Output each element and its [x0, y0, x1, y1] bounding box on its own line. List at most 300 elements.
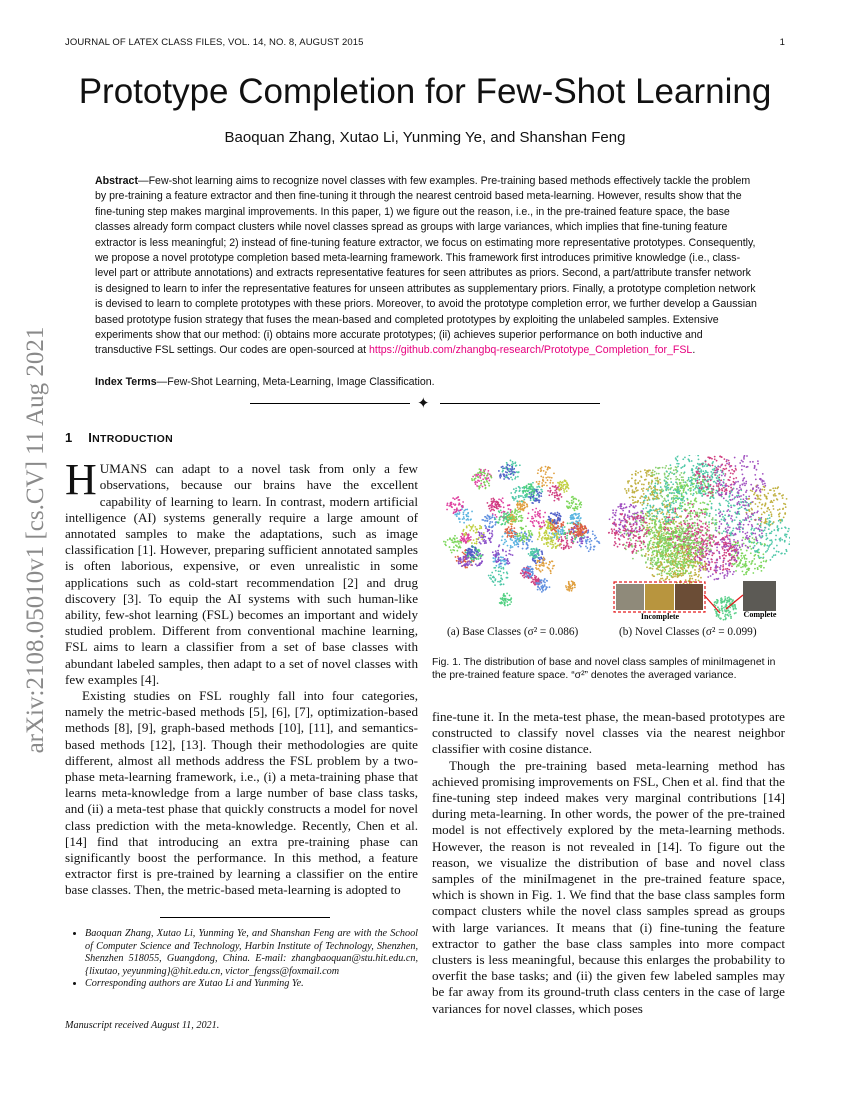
scatter-point — [769, 539, 771, 541]
scatter-point — [737, 564, 739, 566]
scatter-point — [725, 500, 727, 502]
scatter-point — [579, 527, 581, 529]
scatter-point — [526, 568, 528, 570]
scatter-point — [523, 504, 525, 506]
scatter-point — [539, 525, 541, 527]
scatter-point — [740, 549, 742, 551]
abstract — [95, 174, 757, 359]
scatter-point — [639, 520, 641, 522]
scatter-point — [749, 541, 751, 543]
scatter-point — [503, 583, 505, 585]
scatter-point — [484, 484, 486, 486]
scatter-point — [562, 482, 564, 484]
scatter-point — [520, 572, 522, 574]
scatter-point — [566, 535, 568, 537]
scatter-point — [671, 472, 673, 474]
scatter-point — [696, 538, 698, 540]
scatter-point — [711, 476, 713, 478]
scatter-point — [760, 518, 762, 520]
scatter-point — [698, 467, 700, 469]
scatter-point — [495, 501, 497, 503]
scatter-point — [571, 536, 573, 538]
scatter-point — [785, 536, 787, 538]
scatter-point — [700, 554, 702, 556]
scatter-point — [513, 518, 515, 520]
scatter-point — [567, 522, 569, 524]
scatter-point — [757, 542, 759, 544]
scatter-point — [719, 567, 721, 569]
scatter-point — [530, 552, 532, 554]
scatter-point — [760, 495, 762, 497]
scatter-point — [747, 524, 749, 526]
scatter-point — [745, 554, 747, 556]
scatter-point — [624, 533, 626, 535]
scatter-point — [725, 552, 727, 554]
scatter-point — [696, 478, 698, 480]
scatter-point — [500, 510, 502, 512]
scatter-point — [572, 542, 574, 544]
scatter-point — [485, 542, 487, 544]
scatter-point — [514, 471, 516, 473]
scatter-point — [550, 480, 552, 482]
scatter-point — [466, 567, 468, 569]
diamond-star-icon: ✦ — [417, 396, 430, 412]
scatter-point — [694, 525, 696, 527]
scatter-point — [716, 485, 718, 487]
scatter-point — [661, 518, 663, 520]
scatter-point — [720, 539, 722, 541]
scatter-point — [747, 547, 749, 549]
scatter-point — [732, 530, 734, 532]
scatter-point — [499, 602, 501, 604]
scatter-point — [500, 577, 502, 579]
scatter-point — [482, 478, 484, 480]
scatter-point — [776, 545, 778, 547]
scatter-point — [696, 471, 698, 473]
scatter-point — [625, 507, 627, 509]
scatter-point — [768, 514, 770, 516]
scatter-point — [776, 526, 778, 528]
scatter-point — [652, 507, 654, 509]
scatter-point — [544, 535, 546, 537]
scatter-point — [475, 477, 477, 479]
scatter-point — [451, 506, 453, 508]
scatter-point — [466, 509, 468, 511]
scatter-point — [788, 543, 790, 545]
scatter-point — [751, 525, 753, 527]
scatter-point — [757, 506, 759, 508]
scatter-point — [667, 537, 669, 539]
scatter-point — [614, 514, 616, 516]
scatter-point — [529, 576, 531, 578]
scatter-point — [767, 548, 769, 550]
scatter-point — [583, 528, 585, 530]
scatter-point — [706, 534, 708, 536]
scatter-point — [738, 563, 740, 565]
scatter-point — [505, 532, 507, 534]
footnote-corresponding: • Corresponding authors are Xutao Li and Yunming Ye. — [85, 978, 418, 991]
scatter-point — [760, 557, 762, 559]
abstract-end: . — [692, 344, 696, 357]
scatter-point — [510, 509, 512, 511]
scatter-point — [475, 528, 477, 530]
scatter-point — [711, 537, 713, 539]
scatter-point — [730, 563, 732, 565]
scatter-point — [754, 492, 756, 494]
scatter-point — [495, 565, 497, 567]
scatter-point — [725, 527, 727, 529]
scatter-point — [633, 505, 635, 507]
scatter-point — [681, 538, 683, 540]
scatter-point — [547, 526, 549, 528]
scatter-point — [471, 564, 473, 566]
scatter-point — [562, 530, 564, 532]
scatter-point — [706, 545, 708, 547]
scatter-point — [710, 471, 712, 473]
scatter-point — [698, 492, 700, 494]
scatter-point — [508, 553, 510, 555]
scatter-point — [544, 558, 546, 560]
scatter-point — [577, 522, 579, 524]
scatter-point — [647, 557, 649, 559]
scatter-point — [473, 551, 475, 553]
scatter-point — [706, 525, 708, 527]
scatter-point — [689, 512, 691, 514]
scatter-point — [696, 466, 698, 468]
scatter-point — [766, 550, 768, 552]
scatter-point — [729, 527, 731, 529]
scatter-point — [753, 542, 755, 544]
scatter-point — [573, 523, 575, 525]
scatter-point — [578, 530, 580, 532]
scatter-point — [765, 560, 767, 562]
scatter-point — [745, 496, 747, 498]
scatter-point — [514, 544, 516, 546]
scatter-point — [533, 560, 535, 562]
scatter-point — [669, 567, 671, 569]
scatter-point — [655, 520, 657, 522]
scatter-point — [754, 554, 756, 556]
scatter-point — [693, 558, 695, 560]
scatter-point — [739, 547, 741, 549]
scatter-point — [531, 521, 533, 523]
scatter-point — [499, 477, 501, 479]
scatter-point — [659, 467, 661, 469]
scatter-point — [551, 547, 553, 549]
scatter-point — [524, 531, 526, 533]
scatter-point — [471, 511, 473, 513]
scatter-point — [542, 589, 544, 591]
scatter-point — [750, 552, 752, 554]
scatter-point — [476, 554, 478, 556]
scatter-point — [548, 516, 550, 518]
scatter-point — [635, 505, 637, 507]
scatter-point — [562, 522, 564, 524]
scatter-point — [503, 572, 505, 574]
scatter-point — [581, 529, 583, 531]
scatter-point — [685, 549, 687, 551]
scatter-point — [685, 530, 687, 532]
scatter-point — [768, 509, 770, 511]
scatter-point — [593, 549, 595, 551]
scatter-point — [528, 575, 530, 577]
scatter-point — [532, 525, 534, 527]
scatter-point — [564, 488, 566, 490]
scatter-point — [556, 534, 558, 536]
scatter-point — [667, 555, 669, 557]
scatter-point — [566, 543, 568, 545]
scatter-point — [568, 503, 570, 505]
scatter-point — [566, 486, 568, 488]
scatter-point — [687, 556, 689, 558]
scatter-point — [568, 583, 570, 585]
code-link[interactable]: https://github.com/zhangbq-research/Prototype_Completion_for_FSL — [369, 344, 693, 357]
scatter-point — [756, 494, 758, 496]
scatter-point — [697, 482, 699, 484]
scatter-point — [705, 493, 707, 495]
scatter-point — [762, 553, 764, 555]
scatter-point — [585, 528, 587, 530]
scatter-point — [673, 548, 675, 550]
scatter-point — [727, 573, 729, 575]
scatter-point — [717, 578, 719, 580]
scatter-point — [736, 545, 738, 547]
scatter-point — [577, 541, 579, 543]
scatter-point — [497, 502, 499, 504]
scatter-point — [628, 510, 630, 512]
scatter-point — [690, 531, 692, 533]
scatter-point — [516, 513, 518, 515]
scatter-point — [781, 552, 783, 554]
scatter-point — [739, 523, 741, 525]
scatter-point — [704, 465, 706, 467]
scatter-point — [510, 601, 512, 603]
scatter-point — [725, 488, 727, 490]
scatter-point — [570, 546, 572, 548]
scatter-point — [676, 514, 678, 516]
scatter-point — [510, 492, 512, 494]
scatter-point — [449, 546, 451, 548]
scatter-point — [453, 511, 455, 513]
scatter-point — [595, 537, 597, 539]
scatter-point — [558, 538, 560, 540]
scatter-point — [722, 548, 724, 550]
scatter-point — [536, 556, 538, 558]
scatter-point — [746, 550, 748, 552]
scatter-point — [559, 520, 561, 522]
scatter-point — [539, 528, 541, 530]
scatter-point — [661, 528, 663, 530]
scatter-point — [741, 557, 743, 559]
scatter-point — [549, 586, 551, 588]
scatter-point — [702, 546, 704, 548]
scatter-point — [746, 571, 748, 573]
scatter-point — [531, 518, 533, 520]
scatter-point — [709, 476, 711, 478]
scatter-point — [699, 473, 701, 475]
scatter-point — [522, 496, 524, 498]
scatter-point — [760, 523, 762, 525]
scatter-point — [543, 522, 545, 524]
scatter-point — [778, 528, 780, 530]
scatter-point — [454, 535, 456, 537]
scatter-point — [483, 475, 485, 477]
scatter-point — [700, 532, 702, 534]
scatter-point — [548, 542, 550, 544]
scatter-point — [475, 532, 477, 534]
tsne-plots — [440, 455, 790, 625]
scatter-point — [724, 546, 726, 548]
scatter-point — [727, 542, 729, 544]
scatter-point — [492, 534, 494, 536]
scatter-point — [550, 570, 552, 572]
scatter-point — [516, 542, 518, 544]
scatter-point — [554, 512, 556, 514]
scatter-point — [715, 567, 717, 569]
scatter-point — [500, 584, 502, 586]
scatter-point — [682, 476, 684, 478]
scatter-point — [666, 513, 668, 515]
scatter-point — [645, 529, 647, 531]
scatter-point — [735, 468, 737, 470]
scatter-point — [753, 539, 755, 541]
scatter-point — [696, 533, 698, 535]
scatter-point — [475, 563, 477, 565]
scatter-point — [697, 519, 699, 521]
scatter-point — [682, 479, 684, 481]
scatter-point — [687, 544, 689, 546]
scatter-point — [481, 474, 483, 476]
scatter-point — [466, 519, 468, 521]
scatter-point — [764, 505, 766, 507]
scatter-point — [467, 516, 469, 518]
scatter-point — [697, 527, 699, 529]
scatter-point — [551, 494, 553, 496]
scatter-point — [492, 516, 494, 518]
scatter-point — [529, 488, 531, 490]
scatter-point — [538, 568, 540, 570]
scatter-point — [532, 482, 534, 484]
scatter-point — [531, 581, 533, 583]
scatter-point — [686, 525, 688, 527]
scatter-point — [545, 477, 547, 479]
scatter-point — [497, 552, 499, 554]
scatter-point — [719, 556, 721, 558]
scatter-point — [775, 539, 777, 541]
scatter-point — [704, 555, 706, 557]
scatter-point — [721, 492, 723, 494]
scatter-point — [620, 520, 622, 522]
scatter-point — [576, 534, 578, 536]
scatter-point — [755, 503, 757, 505]
scatter-point — [667, 489, 669, 491]
scatter-point — [683, 531, 685, 533]
scatter-point — [505, 540, 507, 542]
scatter-point — [468, 563, 470, 565]
scatter-point — [559, 484, 561, 486]
scatter-point — [718, 508, 720, 510]
scatter-point — [690, 510, 692, 512]
scatter-point — [545, 471, 547, 473]
scatter-point — [494, 514, 496, 516]
scatter-point — [757, 523, 759, 525]
scatter-point — [713, 468, 715, 470]
scatter-point — [565, 585, 567, 587]
scatter-point — [540, 493, 542, 495]
scatter-point — [711, 503, 713, 505]
scatter-point — [702, 523, 704, 525]
scatter-point — [462, 518, 464, 520]
scatter-point — [563, 544, 565, 546]
scatter-point — [688, 566, 690, 568]
scatter-point — [754, 568, 756, 570]
scatter-point — [490, 541, 492, 543]
scatter-point — [657, 467, 659, 469]
scatter-point — [506, 467, 508, 469]
scatter-point — [729, 565, 731, 567]
scatter-point — [544, 525, 546, 527]
scatter-point — [652, 537, 654, 539]
scatter-point — [697, 576, 699, 578]
scatter-point — [559, 481, 561, 483]
scatter-point — [716, 562, 718, 564]
scatter-point — [777, 509, 779, 511]
scatter-point — [443, 541, 445, 543]
scatter-point — [507, 545, 509, 547]
scatter-point — [700, 549, 702, 551]
scatter-point — [728, 545, 730, 547]
scatter-point — [721, 488, 723, 490]
scatter-point — [507, 505, 509, 507]
scatter-point — [672, 500, 674, 502]
scatter-point — [684, 481, 686, 483]
scatter-point — [702, 513, 704, 515]
scatter-point — [528, 512, 530, 514]
scatter-point — [512, 471, 514, 473]
scatter-point — [719, 573, 721, 575]
scatter-point — [652, 561, 654, 563]
scatter-point — [779, 508, 781, 510]
scatter-point — [526, 548, 528, 550]
paragraph-2: Existing studies on FSL roughly fall into four categories, namely the metric-based methods [5], [6], [7], optimization-based methods [8], [9], graph-based methods [10], [11], and semantics-based methods [12], [13]. Though their methodologies are quite different, almost all methods address the FSL problem by a two-phase meta-learning framework, i.e., (i) a meta-training phase that learns meta-knowledge from a large number of base class tasks, and (ii) a meta-test phase that quickly constructs a model for novel class prediction with the meta-knowledge. Recently, Chen et al. [14] find that introducing an extra pre-training phase can significantly boost the performance. In this method, a feature extractor first is pre-trained by learning a classifier on the entire base classes. Then, the metric-based meta-learning is adopted to — [65, 688, 418, 898]
scatter-point — [680, 515, 682, 517]
scatter-point — [761, 565, 763, 567]
scatter-point — [716, 522, 718, 524]
scatter-point — [759, 530, 761, 532]
scatter-point — [704, 527, 706, 529]
scatter-point — [521, 539, 523, 541]
scatter-point — [517, 511, 519, 513]
scatter-point — [508, 599, 510, 601]
scatter-point — [703, 508, 705, 510]
scatter-point — [463, 533, 465, 535]
scatter-point — [543, 565, 545, 567]
scatter-point — [742, 563, 744, 565]
scatter-point — [459, 512, 461, 514]
scatter-point — [486, 480, 488, 482]
scatter-point — [503, 558, 505, 560]
scatter-point — [706, 538, 708, 540]
scatter-point — [708, 515, 710, 517]
scatter-point — [573, 517, 575, 519]
scatter-point — [772, 505, 774, 507]
scatter-point — [706, 530, 708, 532]
scatter-point — [746, 558, 748, 560]
scatter-point — [659, 479, 661, 481]
scatter-point — [463, 541, 465, 543]
scatter-point — [737, 549, 739, 551]
scatter-point — [661, 545, 663, 547]
